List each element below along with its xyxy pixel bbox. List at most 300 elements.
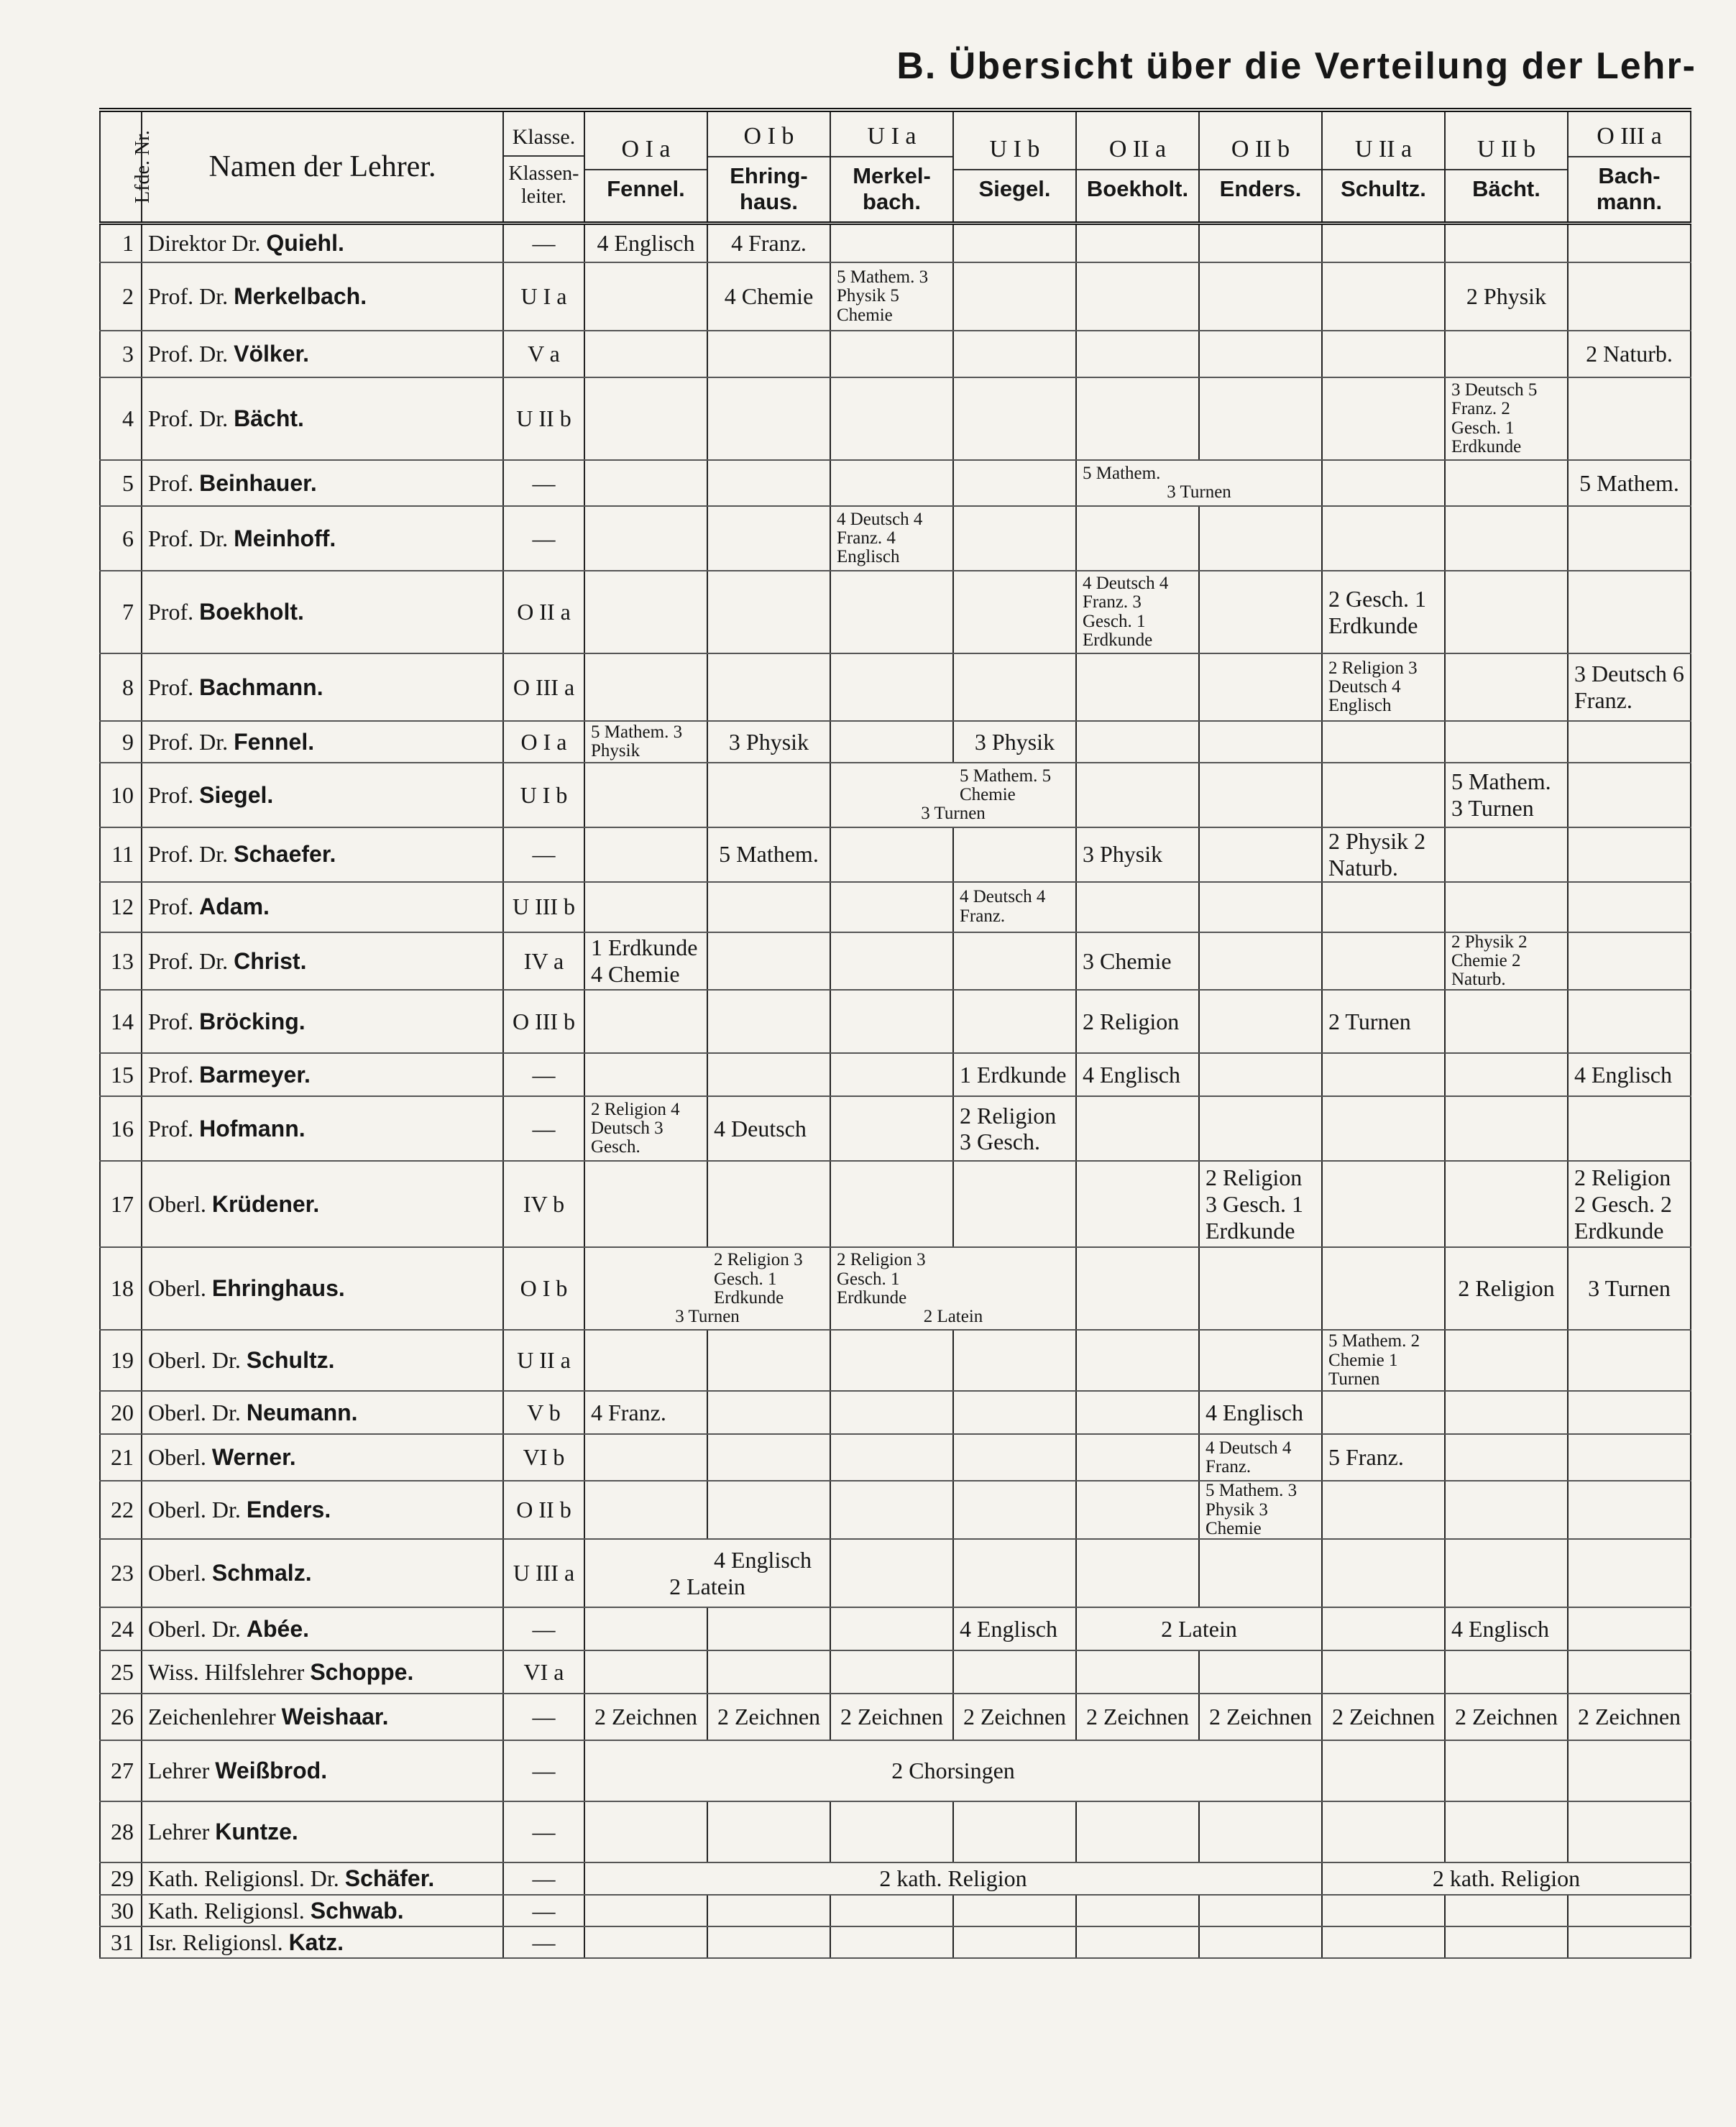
cell-text: 2 Latein <box>669 1573 745 1599</box>
table-cell <box>1568 1895 1691 1926</box>
table-row <box>100 1694 1691 1740</box>
table-cell <box>142 1926 503 1958</box>
header-text: U I b <box>954 126 1075 170</box>
table-cell: 2 Physik 2 Naturb. <box>1322 827 1445 882</box>
table-cell <box>1568 990 1691 1053</box>
table-cell <box>584 1434 707 1481</box>
cell-text: Oberl. <box>148 1190 206 1217</box>
table-cell <box>1568 1650 1691 1694</box>
table-cell <box>1199 827 1322 882</box>
table-cell <box>584 1801 707 1862</box>
table-cell <box>1445 1801 1568 1862</box>
table-cell <box>1076 1650 1199 1694</box>
table-cell <box>1445 506 1568 571</box>
table-cell <box>830 1330 953 1391</box>
cell-text: 2 Religion 3 Gesch. 1 Erdkunde <box>837 1250 926 1308</box>
table-cell: 2 Religion 3 Deutsch 4 Englisch <box>1322 653 1445 721</box>
table-cell <box>830 1391 953 1434</box>
table-cell <box>830 1801 953 1862</box>
header-text: Siegel. <box>978 175 1051 201</box>
table-cell <box>142 882 503 932</box>
table-cell <box>707 460 830 506</box>
cell-text: Boekholt. <box>199 599 304 625</box>
table-cell: — <box>503 1895 584 1926</box>
table-cell <box>1322 223 1445 262</box>
table-cell <box>1076 331 1199 377</box>
table-cell <box>1199 1539 1322 1607</box>
cell-text: Schaefer. <box>234 841 336 868</box>
table-cell <box>584 331 707 377</box>
table-cell: — <box>503 1740 584 1801</box>
table-cell <box>584 262 707 331</box>
table-cell <box>142 262 503 331</box>
table-row <box>100 1391 1691 1434</box>
table-cell <box>830 1096 953 1161</box>
table-cell <box>584 460 707 506</box>
table-cell: 2 Physik 2 Chemie 2 Naturb. <box>1445 932 1568 991</box>
header-text: Bächt. <box>1472 175 1540 201</box>
cell-text: 2 Religion 3 Gesch. 1 Erdkunde <box>714 1250 803 1308</box>
table-cell: 4 Englisch <box>1445 1607 1568 1650</box>
table-row <box>100 1740 1691 1801</box>
header-text: Schultz. <box>1341 175 1426 201</box>
table-cell <box>584 1539 830 1607</box>
table-cell: 4 Deutsch 4 Franz. <box>953 882 1076 932</box>
table-cell: 1 Erdkunde <box>953 1053 1076 1096</box>
table-cell <box>1076 1895 1199 1926</box>
table-cell: — <box>503 1926 584 1958</box>
table-cell <box>1322 331 1445 377</box>
table-cell <box>1568 1096 1691 1161</box>
table-cell <box>707 1161 830 1247</box>
table-cell: 4 Englisch <box>953 1607 1076 1650</box>
table-cell: — <box>503 1801 584 1862</box>
table-row <box>100 1650 1691 1694</box>
table-cell <box>1322 1391 1445 1434</box>
table-row <box>100 1161 1691 1247</box>
table-cell: 2 Gesch. 1 Erdkunde <box>1322 571 1445 653</box>
table-cell <box>1199 506 1322 571</box>
table-cell <box>142 571 503 653</box>
cell-text: Prof. <box>148 599 194 625</box>
table-cell <box>830 763 1076 827</box>
table-cell: 1 Erdkunde 4 Chemie <box>584 932 707 991</box>
table-cell: 24 <box>100 1607 142 1650</box>
table-cell <box>1199 262 1322 331</box>
table-cell <box>830 932 953 991</box>
table-row <box>100 1607 1691 1650</box>
table-cell: 30 <box>100 1895 142 1926</box>
table-cell: 28 <box>100 1801 142 1862</box>
table-cell <box>1076 653 1199 721</box>
cell-text: Prof. Dr. <box>148 283 229 310</box>
table-cell <box>707 882 830 932</box>
cell-text: Siegel. <box>199 781 274 808</box>
cell-text: Quiehl. <box>266 229 344 256</box>
table-cell <box>584 377 707 460</box>
table-cell <box>1199 990 1322 1053</box>
table-cell <box>1568 506 1691 571</box>
table-cell <box>584 571 707 653</box>
cell-text: Zeichenlehrer <box>148 1704 276 1730</box>
table-cell <box>142 1694 503 1740</box>
table-cell: 17 <box>100 1161 142 1247</box>
table-cell: 11 <box>100 827 142 882</box>
table-cell <box>142 990 503 1053</box>
table-cell <box>142 1391 503 1434</box>
cell-text: Beinhauer. <box>199 469 317 496</box>
header-class-col <box>584 110 707 223</box>
table-cell <box>830 571 953 653</box>
table-cell <box>1568 262 1691 331</box>
table-cell: 3 Physik <box>953 721 1076 763</box>
table-cell <box>1199 882 1322 932</box>
cell-text: Prof. <box>148 781 194 808</box>
table-cell <box>142 1161 503 1247</box>
cell-text: Neumann. <box>246 1399 358 1425</box>
table-cell: 5 Mathem. 2 Chemie 1 Turnen <box>1322 1330 1445 1391</box>
table-cell <box>142 721 503 763</box>
table-cell <box>1199 1247 1322 1330</box>
table-cell <box>1322 1053 1445 1096</box>
table-cell <box>1445 827 1568 882</box>
table-cell: 2 Turnen <box>1322 990 1445 1053</box>
cell-text: Schwab. <box>310 1897 404 1924</box>
table-cell <box>584 882 707 932</box>
table-cell <box>142 827 503 882</box>
cell-text: Kath. Religionsl. <box>148 1897 305 1924</box>
table-row <box>100 932 1691 991</box>
table-cell <box>953 262 1076 331</box>
table-cell <box>1199 1801 1322 1862</box>
table-cell <box>1199 1330 1322 1391</box>
table-cell: V b <box>503 1391 584 1434</box>
table-cell <box>1076 1391 1199 1434</box>
table-cell <box>142 331 503 377</box>
table-cell: 4 Englisch <box>1199 1391 1322 1434</box>
table-cell <box>1076 262 1199 331</box>
table-cell <box>1568 882 1691 932</box>
table-cell: 4 Deutsch <box>707 1096 830 1161</box>
table-cell: 2 Religion 3 Gesch. <box>953 1096 1076 1161</box>
table-cell <box>142 763 503 827</box>
cell-text: Bachmann. <box>199 674 323 700</box>
cell-text: Hofmann. <box>199 1115 306 1141</box>
table-cell <box>584 1607 707 1650</box>
table-cell <box>830 331 953 377</box>
table-cell <box>707 932 830 991</box>
table-cell: — <box>503 460 584 506</box>
table-cell: 2 Zeichnen <box>1076 1694 1199 1740</box>
table-cell: 5 Mathem. 3 Physik <box>584 721 707 763</box>
cell-text: Weishaar. <box>281 1704 389 1730</box>
table-cell: — <box>503 506 584 571</box>
table-cell <box>830 990 953 1053</box>
table-cell <box>953 932 1076 991</box>
cell-text: Prof. Dr. <box>148 525 229 551</box>
table-cell <box>830 1434 953 1481</box>
cell-text: Bächt. <box>234 405 304 432</box>
table-cell <box>1076 1330 1199 1391</box>
table-cell: 4 Franz. <box>584 1391 707 1434</box>
table-cell: 5 Franz. <box>1322 1434 1445 1481</box>
table-cell: 2 Chorsingen <box>584 1740 1322 1801</box>
table-cell <box>830 223 953 262</box>
table-cell <box>1445 1434 1568 1481</box>
table-cell <box>584 653 707 721</box>
table-cell <box>142 1247 503 1330</box>
table-cell: U I b <box>503 763 584 827</box>
table-cell <box>1322 1650 1445 1694</box>
table-cell <box>1322 1740 1445 1801</box>
table-cell <box>953 1650 1076 1694</box>
table-cell <box>584 1895 707 1926</box>
table-cell <box>1199 331 1322 377</box>
cell-text: Prof. <box>148 469 194 496</box>
table-cell: 3 Deutsch 5 Franz. 2 Gesch. 1 Erdkunde <box>1445 377 1568 460</box>
table-cell <box>142 1539 503 1607</box>
table-cell: 4 <box>100 377 142 460</box>
table-cell <box>830 1247 1076 1330</box>
table-cell <box>953 506 1076 571</box>
table-cell <box>1076 1539 1199 1607</box>
table-cell: O III b <box>503 990 584 1053</box>
cell-text: Prof. <box>148 1115 194 1141</box>
heading-text: B. Übersicht über die Verteilung der Lehr- <box>896 45 1696 87</box>
cell-text: Prof. Dr. <box>148 947 229 974</box>
table-cell <box>1076 721 1199 763</box>
table-row <box>100 1926 1691 1958</box>
table-row <box>100 223 1691 262</box>
table-cell <box>1445 1740 1568 1801</box>
table-cell <box>707 377 830 460</box>
table-cell: 4 Deutsch 4 Franz. 3 Gesch. 1 Erdkunde <box>1076 571 1199 653</box>
table-cell <box>584 1247 830 1330</box>
table-cell: — <box>503 827 584 882</box>
table-cell <box>830 1539 953 1607</box>
table-cell: 16 <box>100 1096 142 1161</box>
table-cell: 26 <box>100 1694 142 1740</box>
table-cell: 5 Mathem. <box>1568 460 1691 506</box>
table-cell: 13 <box>100 932 142 991</box>
table-row <box>100 1434 1691 1481</box>
cell-text: 3 Turnen <box>675 1307 740 1327</box>
table-cell <box>830 653 953 721</box>
cell-text: Christ. <box>234 947 307 974</box>
table-cell <box>953 827 1076 882</box>
table-cell <box>1076 1434 1199 1481</box>
header-class-col <box>1568 110 1691 223</box>
table-cell <box>1322 1607 1445 1650</box>
table-row <box>100 377 1691 460</box>
table-cell: 4 Englisch <box>1076 1053 1199 1096</box>
table-cell: 2 Naturb. <box>1568 331 1691 377</box>
table-cell: 5 <box>100 460 142 506</box>
table-cell: 2 Religion <box>1445 1247 1568 1330</box>
table-row <box>100 506 1691 571</box>
table-cell <box>1568 1740 1691 1801</box>
table-cell: U III b <box>503 882 584 932</box>
header-lfde <box>100 110 154 223</box>
table-cell: 2 Religion 3 Gesch. 1 Erdkunde <box>1199 1161 1322 1247</box>
table-cell: 4 Deutsch 4 Franz. 4 Englisch <box>830 506 953 571</box>
header-class-col <box>953 110 1076 223</box>
table-cell: VI b <box>503 1434 584 1481</box>
table-cell: U II a <box>503 1330 584 1391</box>
table-cell: O II a <box>503 571 584 653</box>
table-cell: 29 <box>100 1862 142 1895</box>
table-row <box>100 990 1691 1053</box>
table-cell <box>707 1895 830 1926</box>
table-cell: 4 Deutsch 4 Franz. <box>1199 1434 1322 1481</box>
table-cell: — <box>503 1053 584 1096</box>
table-cell <box>1445 990 1568 1053</box>
table-cell <box>1076 1247 1199 1330</box>
table-cell: 2 Latein <box>1076 1607 1322 1650</box>
table-cell: 2 Zeichnen <box>830 1694 953 1740</box>
cell-text: Lehrer <box>148 1819 210 1845</box>
table-cell <box>1445 1926 1568 1958</box>
table-cell <box>1568 1926 1691 1958</box>
table-cell <box>142 1053 503 1096</box>
table-cell <box>953 460 1076 506</box>
cell-text: Prof. <box>148 674 194 700</box>
page-heading <box>848 45 1696 88</box>
table-cell <box>142 1801 503 1862</box>
table-cell <box>1076 1926 1199 1958</box>
table-cell: 12 <box>100 882 142 932</box>
table-cell <box>953 1801 1076 1862</box>
header-text: Fennel. <box>607 175 685 201</box>
table-cell <box>1568 1481 1691 1539</box>
table-cell <box>584 1330 707 1391</box>
table-cell <box>707 1434 830 1481</box>
table-cell <box>1199 1895 1322 1926</box>
table-cell <box>1445 1650 1568 1694</box>
table-cell <box>830 1053 953 1096</box>
table-cell <box>1445 1161 1568 1247</box>
cell-text: Prof. <box>148 1061 194 1088</box>
cell-text: 3 Turnen <box>1167 482 1231 502</box>
table-cell: 2 Zeichnen <box>584 1694 707 1740</box>
table-cell <box>142 1481 503 1539</box>
cell-text: Prof. Dr. <box>148 341 229 367</box>
table-cell: 4 Chemie <box>707 262 830 331</box>
table-row <box>100 763 1691 827</box>
table-cell <box>707 763 830 827</box>
header-class-col <box>1076 110 1199 223</box>
table-cell <box>707 331 830 377</box>
cell-text: Krüdener. <box>211 1190 320 1217</box>
header-text: Ehring-haus. <box>730 163 808 214</box>
teacher-distribution-table <box>99 108 1691 1959</box>
table-cell <box>584 1650 707 1694</box>
cell-text: Oberl. Dr. <box>148 1497 241 1523</box>
table-cell: — <box>503 1096 584 1161</box>
table-cell <box>1322 1926 1445 1958</box>
header-text: O I a <box>585 126 707 170</box>
table-cell <box>953 1481 1076 1539</box>
table-cell <box>1445 1096 1568 1161</box>
table-cell <box>953 223 1076 262</box>
cell-text: Bröcking. <box>199 1008 306 1034</box>
header-class-col <box>707 110 830 223</box>
table-cell <box>1322 763 1445 827</box>
table-cell <box>1322 1801 1445 1862</box>
table-cell: 3 Physik <box>707 721 830 763</box>
cell-text: Prof. <box>148 893 194 920</box>
table-cell <box>953 990 1076 1053</box>
header-text: Boekholt. <box>1086 175 1189 201</box>
header-text: U I a <box>831 113 952 157</box>
table-cell: 22 <box>100 1481 142 1539</box>
table-cell <box>1568 1391 1691 1434</box>
table-cell: 9 <box>100 721 142 763</box>
table-row <box>100 1862 1691 1895</box>
cell-text: Werner. <box>211 1444 296 1471</box>
table-row <box>100 331 1691 377</box>
table-cell <box>1076 1096 1199 1161</box>
header-class-col <box>1445 110 1568 223</box>
table-cell <box>830 1607 953 1650</box>
table-cell <box>953 571 1076 653</box>
table-cell <box>953 331 1076 377</box>
table-cell <box>1568 571 1691 653</box>
table-cell <box>1322 1539 1445 1607</box>
table-cell: 4 Englisch <box>584 223 707 262</box>
table-cell <box>1568 377 1691 460</box>
table-cell <box>1322 932 1445 991</box>
table-cell <box>1322 1096 1445 1161</box>
cell-text: 3 Turnen <box>921 804 986 824</box>
table-row <box>100 1895 1691 1926</box>
table-cell: 3 Chemie <box>1076 932 1199 991</box>
cell-text: Kuntze. <box>215 1819 298 1845</box>
table-cell <box>1322 262 1445 331</box>
table-cell <box>1199 1096 1322 1161</box>
table-cell <box>1445 1539 1568 1607</box>
table-cell <box>830 1650 953 1694</box>
table-row <box>100 827 1691 882</box>
table-cell <box>142 1740 503 1801</box>
table-cell: 20 <box>100 1391 142 1434</box>
table-cell: 21 <box>100 1434 142 1481</box>
table-cell: 3 Turnen <box>1568 1247 1691 1330</box>
table-cell <box>707 506 830 571</box>
table-cell <box>584 990 707 1053</box>
table-cell <box>830 1926 953 1958</box>
cell-text: Meinhoff. <box>234 525 336 551</box>
table-cell <box>1076 882 1199 932</box>
table-row <box>100 653 1691 721</box>
cell-text: Wiss. Hilfslehrer <box>148 1658 305 1685</box>
table-cell: U II b <box>503 377 584 460</box>
table-cell <box>142 1330 503 1391</box>
table-cell <box>142 932 503 991</box>
cell-text: Oberl. <box>148 1444 206 1471</box>
cell-text: Abée. <box>246 1615 309 1642</box>
table-cell <box>1568 1607 1691 1650</box>
table-cell <box>1445 653 1568 721</box>
table-cell: 2 Religion 2 Gesch. 2 Erdkunde <box>1568 1161 1691 1247</box>
header-class-col <box>1199 110 1322 223</box>
table-cell <box>1445 882 1568 932</box>
table-cell <box>584 763 707 827</box>
table-cell <box>830 882 953 932</box>
table-cell <box>830 1481 953 1539</box>
table-cell: 2 kath. Religion <box>1322 1862 1691 1895</box>
table-cell <box>953 1161 1076 1247</box>
